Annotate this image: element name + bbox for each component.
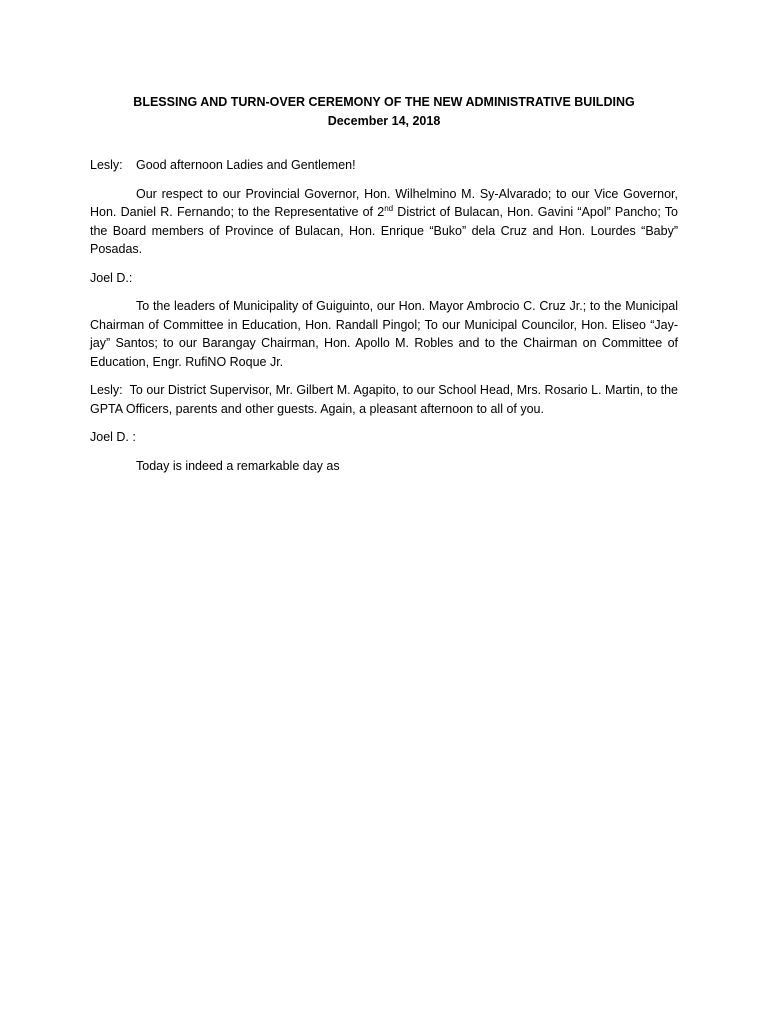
paragraph-provincial-officials [90, 185, 678, 259]
opening-line [90, 156, 678, 175]
document-body [90, 156, 678, 485]
paragraph-text: Our respect to our Provincial Governor, Hon. Wilhelmino M. Sy-Alvarado; to our Vice Governor, Hon. Daniel R. Fernando; to the Representative of 2 [90, 186, 678, 219]
ordinal-superscript: nd [384, 203, 394, 213]
speaker-label: Lesly: [90, 383, 123, 397]
speaker-label: Joel D. : [90, 430, 136, 444]
speaker-label: Joel D.: [90, 270, 133, 285]
document-header [90, 93, 678, 131]
document-title: BLESSING AND TURN-OVER CEREMONY OF THE NEW ADMINISTRATIVE BUILDING [133, 95, 635, 109]
paragraph-closing: Today is indeed a remarkable day as [136, 458, 340, 473]
paragraph-school-officials [90, 381, 678, 418]
paragraph-text: To our District Supervisor, Mr. Gilbert M. Agapito, to our School Head, Mrs. Rosario L. Martin, to the GPTA Officers, parents and other guests. Again, a pleasant afternoon to all of you. [90, 383, 678, 416]
greeting-text: Good afternoon Ladies and Gentlemen! [136, 158, 356, 172]
paragraph-municipal-officials: To the leaders of Municipality of Guiguinto, our Hon. Mayor Ambrocio C. Cruz Jr.; to the Municipal Chairman of Committee in Education, Hon. Randall Pingol; To our Municipal Councilor, Hon. Eliseo “Jay-jay” Santos; to our Barangay Chairman, Hon. Apollo M. Robles and to the Chairman on Committee of Education, Engr. RufiNO Roque Jr. [90, 299, 678, 369]
paragraph-text-continued: District of Bulacan, Hon. Gavini “Apol” Pancho; To the Board members of Province of Bulacan, Hon. Enrique “Buko” dela Cruz and Hon. Lourdes “Baby” Posadas. [90, 205, 678, 256]
speaker-label: Lesly: [90, 158, 123, 172]
document-date: December 14, 2018 [327, 114, 441, 128]
